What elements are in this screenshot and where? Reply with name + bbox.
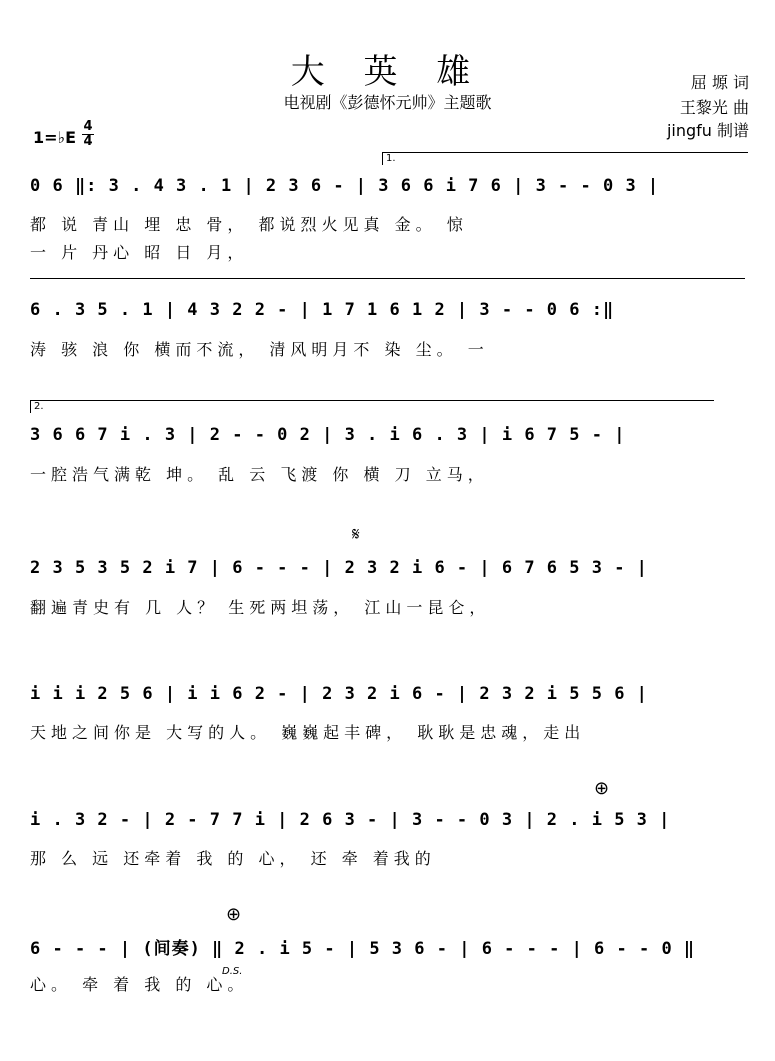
- coda-mark-lower: ⊕: [226, 904, 242, 925]
- volta-1-bracket: [382, 152, 748, 165]
- key-signature: 1=♭E: [33, 128, 77, 147]
- row-7-lyrics: 心。 牵 着 我 的 心。: [30, 975, 249, 994]
- time-bottom: 4: [83, 134, 93, 149]
- volta-2-label: 2.: [34, 401, 44, 412]
- row-1-notes: 0 6 ‖: 3 . 4 3 . 1 | 2 3 6 - | 3 6 6 i 7 6 | 3 - - 0 3 |: [30, 176, 660, 196]
- segno-mark: 𝄋: [352, 524, 360, 545]
- coda-mark-upper: ⊕: [594, 778, 610, 799]
- composer-credit: 王黎光 曲: [679, 98, 749, 117]
- volta-2-bracket: [30, 400, 714, 413]
- row-2-notes: 6 . 3 5 . 1 | 4 3 2 2 - | 1 7 1 6 1 2 | 3 - - 0 6 :‖: [30, 300, 615, 320]
- song-subtitle: 电视剧《彭德怀元帅》主题歌: [283, 93, 492, 112]
- time-top: 4: [83, 119, 93, 134]
- volta-1-label: 1.: [386, 153, 396, 164]
- row-5-lyrics: 天地之间你是 大写的人。 巍巍起丰碑， 耿耿是忠魂，走出: [30, 723, 586, 742]
- row-2-lyrics: 涛 骇 浪 你 横而不流， 清风明月不 染 尘。 一: [30, 340, 489, 359]
- row-6-notes: i . 3 2 - | 2 - 7 7 i | 2 6 3 - | 3 - - 0 3 | 2 . i 5 3 |: [30, 810, 671, 830]
- row-5-notes: i i i 2 5 6 | i i 6 2 - | 2 3 2 i 6 - | 2 3 2 i 5 5 6 |: [30, 684, 648, 704]
- song-title: 大 英 雄: [290, 52, 485, 92]
- time-signature: [82, 120, 94, 149]
- lyricist-credit: 屈 塬 词: [690, 73, 749, 92]
- ds-mark: D.S.: [222, 966, 243, 977]
- volta-1-continue: [30, 278, 745, 291]
- arranger-credit: jingfu 制谱: [666, 121, 749, 140]
- row-4-notes: 2 3 5 3 5 2 i 7 | 6 - - - | 2 3 2 i 6 - | 6 7 6 5 3 - |: [30, 558, 648, 578]
- row-6-lyrics: 那 么 远 还牵着 我 的 心， 还 牵 着我的: [30, 849, 436, 868]
- row-7-notes: 6 - - - | (间奏) ‖ 2 . i 5 - | 5 3 6 - | 6 - - - | 6 - - 0 ‖: [30, 939, 696, 959]
- row-1-lyrics-verse2: 一 片 丹心 昭 日 月，: [30, 243, 249, 262]
- row-3-lyrics: 一腔浩气满乾 坤。 乱 云 飞渡 你 横 刀 立马，: [30, 465, 489, 484]
- row-1-lyrics: 都 说 青山 埋 忠 骨， 都说烈火见真 金。 惊: [30, 215, 468, 234]
- row-4-lyrics: 翻遍青史有 几 人？ 生死两坦荡， 江山一昆仑，: [30, 598, 491, 617]
- row-3-notes: 3 6 6 7 i . 3 | 2 - - 0 2 | 3 . i 6 . 3 | i 6 7 5 - |: [30, 425, 626, 445]
